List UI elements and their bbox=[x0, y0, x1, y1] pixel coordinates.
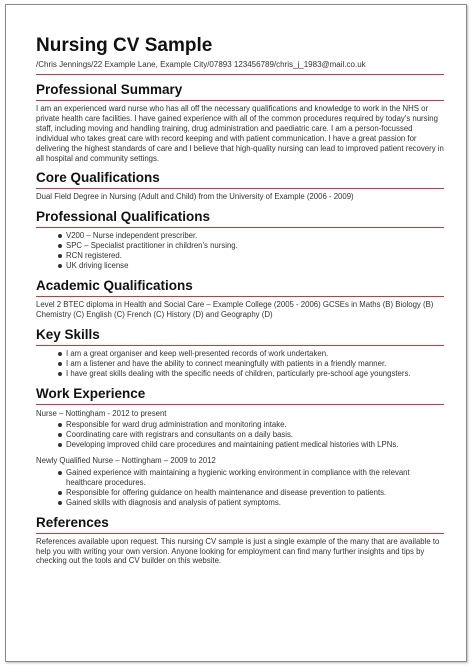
professional-qualifications-list bbox=[36, 231, 444, 271]
list-item: UK driving license bbox=[58, 261, 444, 271]
academic-qualifications-heading: Academic Qualifications bbox=[36, 277, 444, 297]
job-title: Newly Qualified Nurse – Nottingham – 2009 to 2012 bbox=[36, 456, 216, 466]
core-qualifications-text: Dual Field Degree in Nursing (Adult and Child) from the University of Example (2006 - 2009) bbox=[36, 192, 354, 202]
key-skills-list bbox=[36, 349, 444, 379]
job-duties-list bbox=[36, 420, 444, 450]
references-text: References available upon request. This nursing CV sample is just a single example of the many that are available to help you with writing your own version. Anyone looking for employment can find many further insights and tips by checking out the tools and CV builder on this website. bbox=[36, 536, 440, 566]
references-heading: References bbox=[36, 514, 444, 534]
list-item: Responsible for offering guidance on health maintenance and disease prevention to patients. bbox=[58, 488, 444, 498]
academic-qualifications-text: Level 2 BTEC diploma in Health and Social Care – Example College (2005 - 2006) GCSEs in Maths (B) Biology (B) Chemistry (C) English (C) French (C) History (D) and Geography (D) bbox=[36, 299, 434, 319]
work-experience-heading: Work Experience bbox=[36, 385, 444, 405]
job-duties-list bbox=[36, 468, 444, 508]
list-item: V200 – Nurse independent prescriber. bbox=[58, 231, 444, 241]
job-entry bbox=[36, 409, 444, 451]
list-item: I am a listener and have the ability to connect meaningfully with patients in a friendly manner. bbox=[58, 359, 444, 369]
list-item: RCN registered. bbox=[58, 251, 444, 261]
key-skills-heading: Key Skills bbox=[36, 326, 444, 346]
summary-text: I am an experienced ward nurse who has all off the necessary qualifications and knowledge to work in the NHS or private health care facilities. I have gained experience with all of the common procedures required by today's nursing staff, including moving and handling training, drug administration and paediatric care. I am a person-focussed individual who takes great care with record keeping and with patient communication. I have a great passion for delivering the highest standards of care and I believe that high-quality nursing can lead to improved patient recovery in all hospital and community settings. bbox=[36, 104, 444, 163]
contact-line: /Chris Jennings/22 Example Lane, Example City/07893 123456789/chris_j_1983@mail.co.uk bbox=[36, 59, 444, 75]
document-frame bbox=[5, 4, 467, 662]
list-item: Responsible for ward drug administration and monitoring intake. bbox=[58, 420, 444, 430]
list-item: Coordinating care with registrars and consultants on a daily basis. bbox=[58, 430, 444, 440]
list-item: Developing improved child care procedures and maintaining patient medical histories with LPNs. bbox=[58, 440, 444, 450]
professional-qualifications-heading: Professional Qualifications bbox=[36, 208, 444, 228]
list-item: Gained experience with maintaining a hygienic working environment in compliance with the relevant healthcare procedures. bbox=[58, 468, 444, 488]
list-item: SPC – Specialist practitioner in children's nursing. bbox=[58, 241, 444, 251]
cv-title: Nursing CV Sample bbox=[36, 35, 213, 56]
summary-heading: Professional Summary bbox=[36, 81, 444, 101]
job-title: Nurse – Nottingham - 2012 to present bbox=[36, 408, 167, 418]
core-qualifications-heading: Core Qualifications bbox=[36, 169, 444, 189]
list-item: Gained skills with diagnosis and analysis of patient symptoms. bbox=[58, 498, 444, 508]
list-item: I have great skills dealing with the specific needs of children, particularly pre-school age youngsters. bbox=[58, 369, 444, 379]
list-item: I am a great organiser and keep well-presented records of work undertaken. bbox=[58, 349, 444, 359]
job-entry bbox=[36, 456, 444, 508]
cv-page bbox=[36, 35, 444, 566]
